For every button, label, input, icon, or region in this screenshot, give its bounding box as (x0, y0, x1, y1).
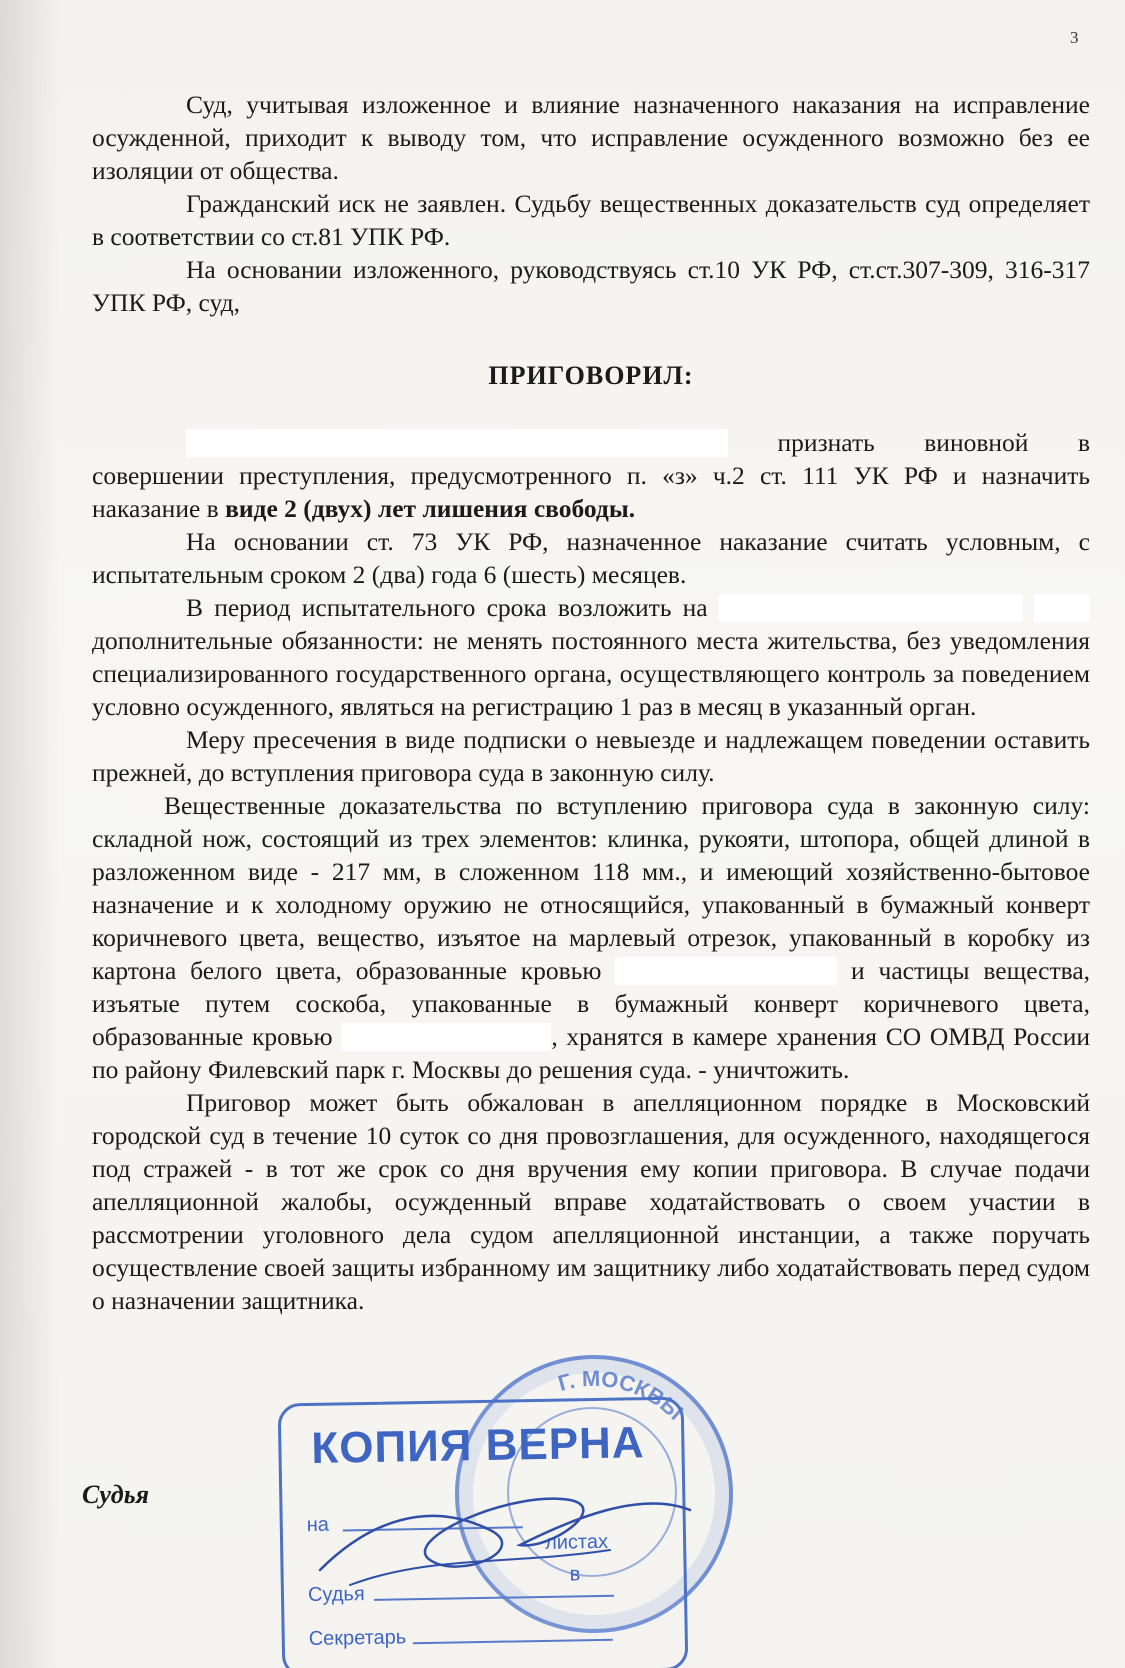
page-number: 3 (1070, 28, 1079, 47)
paragraph-appeal: Приговор может быть обжалован в апелляционном порядке в Московский городской суд в течение 10 суток со дня провозглашения, для осужденного, находящегося под стражей - в тот же срок со дня вручения ему копии приговора. В случае подачи апелляционной жалобы, осужденный вправе ходатайствовать о своем участии в рассмотрении уголовного дела судом апелляционной инстанции, а также поручать осуществление своей защиты избранному им защитнику либо ходатайствовать перед судом о назначении защитника. (92, 1088, 1090, 1315)
judge-signature-label: Судья (82, 1480, 149, 1509)
stamp-rule (413, 1639, 613, 1644)
redacted-name (719, 594, 1023, 622)
sentence-text: признать виновной в совершении преступления, предусмотренного п. «з» ч.2 ст. 111 УК РФ и назначить наказание в (92, 428, 1090, 523)
stamp-in-label: в (569, 1563, 581, 1586)
redacted-name (615, 957, 837, 985)
stamp-title: КОПИЯ ВЕРНА (311, 1418, 646, 1473)
paragraph-court-conclusion: Суд, учитывая изложенное и влияние назначенного наказания на исправление осужденной, приходит к выводу том, что исправление осужденного возможно без ее изоляции от общества. (92, 90, 1090, 185)
sentence-term: виде 2 (двух) лет лишения свободы. (225, 494, 636, 523)
obligations-lead: В период испытательного срока возложить на (186, 593, 708, 622)
evidence-text-3: , хранятся в камере хранения СО ОМВД России по району Филевский парк г. Москвы до решения суда. - уничтожить. (92, 1022, 1090, 1084)
evidence-text-2: и частицы вещества, изъятые путем соскоба, упакованные в бумажный конверт коричневого цвета, образованные кровью (92, 956, 1091, 1051)
evidence-text-1: Вещественные доказательства по вступлению приговора суда в законную силу: складной нож, состоящий из трех элементов: клинка, рукояти, штопора, общей длиной в разложенном виде - 217 мм, в сложенном 118 мм., и имеющий хозяйственно-бытовое назначение и к холодному оружию не относящийся, упакованный в бумажный конверт коричневого цвета, вещество, изъятое на марлевый отрезок, упакованный в коробку из картона белого цвета, образованные кровью (92, 791, 1090, 985)
page-fold-shadow (0, 0, 60, 1668)
paragraph-sentence (92, 426, 1090, 525)
handwritten-signature (307, 1460, 710, 1610)
redacted-name (186, 429, 728, 457)
obligations-text: дополнительные обязанности: не менять постоянного места жительства, без уведомления специализированного государственного органа, осуществляющего контроль за поведением условно осужденного, являться на регистрацию 1 раз в месяц в указанный орган. (92, 626, 1090, 721)
verdict-heading: ПРИГОВОРИЛ: (488, 361, 694, 390)
stamp-sheets-label: листах (544, 1530, 609, 1554)
paragraph-preventive-measure: Меру пресечения в виде подписки о невыезде и надлежащем поведении оставить прежней, до вступления приговора суда в законную силу. (92, 725, 1090, 787)
stamp-secretary-label: Секретарь (308, 1626, 407, 1651)
redacted-name (341, 1023, 551, 1051)
seal-ring-label: Г. МОСКВЫ (555, 1365, 688, 1425)
paragraph-obligations (92, 591, 1090, 723)
verdict-text (92, 88, 1090, 1317)
stamp-on-label: на (306, 1513, 330, 1537)
paragraph-civil-claim: Гражданский иск не заявлен. Судьбу вещественных доказательств суд определяет в соответствии со ст.81 УПК РФ. (92, 189, 1090, 251)
stamp-judge-label: Судья (307, 1583, 365, 1607)
paragraph-legal-basis: На основании изложенного, руководствуясь ст.10 УК РФ, ст.ст.307-309, 316-317 УПК РФ, суд, (92, 255, 1090, 317)
paragraph-probation: На основании ст. 73 УК РФ, назначенное наказание считать условным, с испытательным сроком 2 (два) года 6 (шесть) месяцев. (92, 527, 1090, 589)
paragraph-evidence (92, 789, 1090, 1086)
redacted-name (1034, 594, 1090, 622)
